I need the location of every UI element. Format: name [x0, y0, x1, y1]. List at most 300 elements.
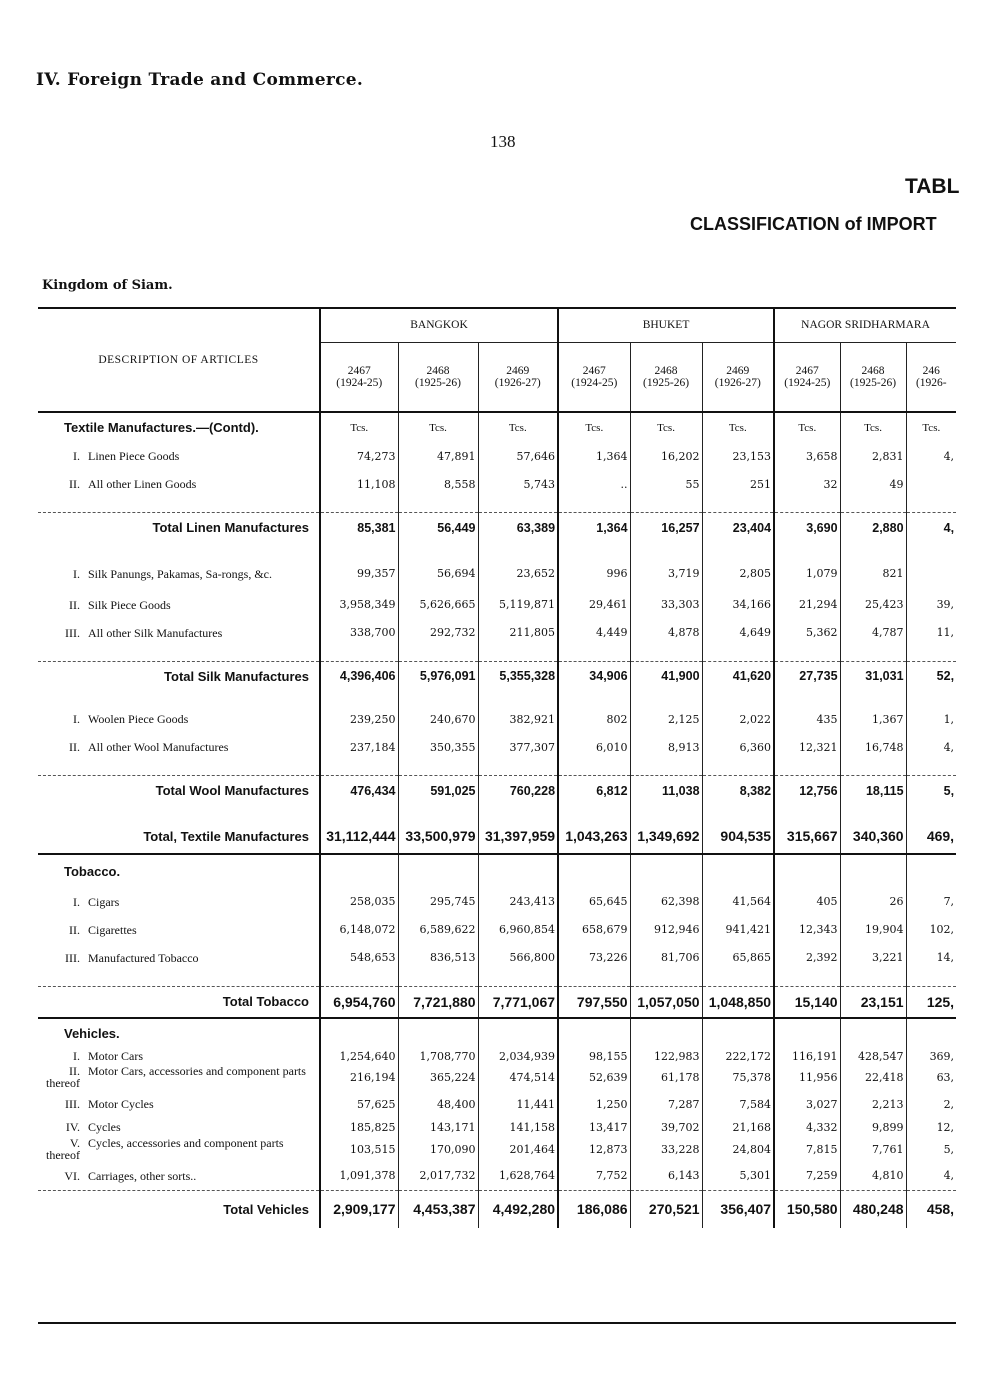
table-row [38, 1136, 956, 1162]
spacer-cell [478, 647, 558, 662]
value-cell: 904,535 [702, 820, 774, 854]
value-cell: 338,700 [320, 619, 398, 647]
value-cell [906, 557, 956, 591]
year-header: 2468 (1925-26) [630, 342, 702, 412]
table-row [38, 1064, 956, 1090]
value-cell: 8,913 [630, 733, 702, 761]
section-row [38, 854, 956, 888]
table-row [38, 1090, 956, 1118]
total-row [38, 820, 956, 854]
value-cell: 73,226 [558, 944, 630, 972]
value-cell: 32 [774, 470, 840, 498]
table-row [38, 1118, 956, 1136]
unit-cell [906, 1018, 956, 1048]
spacer-cell [906, 972, 956, 987]
unit-cell: Tcs. [320, 412, 398, 442]
value-cell: 377,307 [478, 733, 558, 761]
article-name: Motor Cycles [88, 1097, 154, 1111]
row-label [38, 557, 320, 591]
roman-numeral: I. [73, 449, 80, 463]
value-cell: 480,248 [840, 1190, 906, 1228]
value-cell: 57,625 [320, 1090, 398, 1118]
value-cell: 65,645 [558, 888, 630, 916]
value-cell: 405 [774, 888, 840, 916]
section-heading: Vehicles. [38, 1018, 320, 1048]
value-cell: 2,909,177 [320, 1190, 398, 1228]
value-cell: 11,956 [774, 1064, 840, 1090]
spacer-cell [702, 806, 774, 820]
spacer-cell [774, 691, 840, 705]
spacer-cell [320, 761, 398, 776]
value-cell: 39,702 [630, 1118, 702, 1136]
value-cell: 7,761 [840, 1136, 906, 1162]
spacer-cell [774, 972, 840, 987]
value-cell: 12,873 [558, 1136, 630, 1162]
region-nagor: NAGOR SRIDHARMARA [801, 319, 930, 332]
spacer-row [38, 498, 956, 513]
value-cell: 4, [943, 520, 955, 535]
value-cell: 63, [936, 1070, 955, 1084]
value-cell: 5,301 [702, 1162, 774, 1190]
roman-numeral: I. [73, 1049, 80, 1063]
row-label [38, 888, 320, 916]
value-cell: 797,550 [558, 986, 630, 1018]
value-cell: 5,743 [478, 470, 558, 498]
value-cell: 4,649 [702, 619, 774, 647]
value-cell: 16,202 [630, 442, 702, 470]
value-cell: 55 [630, 470, 702, 498]
spacer-cell [558, 761, 630, 776]
value-cell: 1,367 [840, 705, 906, 733]
spacer-cell [906, 691, 956, 705]
spacer-cell [906, 806, 956, 820]
value-cell: 12,343 [774, 916, 840, 944]
value-cell: 1,708,770 [398, 1048, 478, 1064]
value-cell: 382,921 [478, 705, 558, 733]
spacer-cell [906, 498, 956, 513]
value-cell: 56,694 [398, 557, 478, 591]
roman-numeral: VI. [64, 1168, 80, 1183]
article-name: Cycles [88, 1120, 121, 1134]
unit-cell: Tcs. [922, 421, 941, 434]
roman-numeral: II. [69, 1064, 80, 1078]
value-cell: 4,492,280 [478, 1190, 558, 1228]
unit-cell [558, 1018, 630, 1048]
value-cell: 912,946 [630, 916, 702, 944]
spacer-cell [38, 498, 320, 513]
total-row [38, 776, 956, 806]
unit-cell: Tcs. [478, 412, 558, 442]
spacer-cell [398, 806, 478, 820]
value-cell: 62,398 [630, 888, 702, 916]
value-cell: 996 [558, 557, 630, 591]
unit-cell [320, 1018, 398, 1048]
table-row [38, 733, 956, 761]
value-cell: 6,954,760 [320, 986, 398, 1018]
unit-cell: Tcs. [840, 412, 906, 442]
spacer-cell [630, 972, 702, 987]
value-cell: 1,250 [558, 1090, 630, 1118]
value-cell: 760,228 [478, 776, 558, 806]
article-name: Motor Cars [88, 1049, 143, 1063]
value-cell: 240,670 [398, 705, 478, 733]
year-header: 2469 (1926-27) [702, 342, 774, 412]
value-cell: 239,250 [320, 705, 398, 733]
roman-numeral: I. [73, 894, 80, 909]
value-cell: 1,364 [558, 442, 630, 470]
value-cell: 222,172 [702, 1048, 774, 1064]
value-cell: 2, [943, 1097, 955, 1111]
value-cell [906, 470, 956, 498]
value-cell: 6,960,854 [478, 916, 558, 944]
spacer-cell [558, 972, 630, 987]
year-header: 2467 (1924-25) [774, 342, 840, 412]
value-cell: 5,355,328 [478, 661, 558, 691]
total-row [38, 1190, 956, 1228]
spacer-cell [702, 498, 774, 513]
value-cell: 12, [936, 1120, 955, 1134]
spacer-cell [774, 543, 840, 557]
value-cell: 941,421 [702, 916, 774, 944]
unit-cell: Tcs. [558, 412, 630, 442]
value-cell: 7,815 [774, 1136, 840, 1162]
value-cell: 57,646 [478, 442, 558, 470]
year-header: 2467 (1924-25) [558, 342, 630, 412]
article-name: Woolen Piece Goods [88, 712, 189, 726]
article-name: Silk Panungs, Pakamas, Sa-rongs, &c. [88, 566, 272, 581]
section-heading: Tobacco. [38, 854, 320, 888]
value-cell: 2,805 [702, 557, 774, 591]
spacer-cell [398, 761, 478, 776]
value-cell: 34,166 [702, 591, 774, 619]
article-name: All other Silk Manufactures [88, 625, 223, 640]
row-label [38, 1136, 320, 1162]
table-row [38, 557, 956, 591]
value-cell: 6,010 [558, 733, 630, 761]
spacer-cell [840, 647, 906, 662]
bottom-rule [38, 1322, 956, 1324]
value-cell: 5,976,091 [398, 661, 478, 691]
value-cell: 4, [943, 1169, 955, 1183]
value-cell: 33,303 [630, 591, 702, 619]
unit-cell [630, 1018, 702, 1048]
year-header: 2468 (1925-26) [840, 342, 906, 412]
value-cell: 4, [943, 740, 955, 754]
spacer-cell [774, 761, 840, 776]
value-cell: 185,825 [320, 1118, 398, 1136]
spacer-cell [478, 498, 558, 513]
unit-cell [840, 854, 906, 888]
spacer-cell [702, 647, 774, 662]
total-label: Total Wool Manufactures [38, 776, 320, 806]
value-cell: 29,461 [558, 591, 630, 619]
spacer-cell [320, 647, 398, 662]
article-name: Cigarettes [88, 922, 137, 937]
value-cell: 258,035 [320, 888, 398, 916]
value-cell: 1,349,692 [630, 820, 702, 854]
spacer-cell [558, 806, 630, 820]
value-cell: 1, [943, 712, 955, 726]
spacer-cell [478, 972, 558, 987]
row-label [38, 591, 320, 619]
spacer-cell [630, 498, 702, 513]
value-cell: 12,756 [774, 776, 840, 806]
total-label: Total Vehicles [38, 1190, 320, 1228]
value-cell: 1,254,640 [320, 1048, 398, 1064]
value-cell: 340,360 [840, 820, 906, 854]
spacer-row [38, 543, 956, 557]
value-cell: 469, [926, 828, 955, 844]
unit-cell [630, 854, 702, 888]
unit-cell [702, 854, 774, 888]
table-row [38, 944, 956, 972]
value-cell: 1,048,850 [702, 986, 774, 1018]
value-cell: 5,119,871 [478, 591, 558, 619]
roman-numeral: IV. [65, 1120, 80, 1134]
table-row [38, 1048, 956, 1064]
article-name: All other Linen Goods [88, 477, 197, 491]
value-cell: 25,423 [840, 591, 906, 619]
spacer-cell [774, 806, 840, 820]
unit-cell: Tcs. [630, 412, 702, 442]
spacer-row [38, 972, 956, 987]
year-header: 246 (1926- [915, 364, 947, 389]
total-label: Total, Textile Manufactures [38, 820, 320, 854]
unit-cell [774, 1018, 840, 1048]
table-row [38, 442, 956, 470]
spacer-cell [398, 972, 478, 987]
spacer-cell [630, 647, 702, 662]
value-cell: 98,155 [558, 1048, 630, 1064]
value-cell: 99,357 [320, 557, 398, 591]
total-row [38, 513, 956, 543]
value-cell: 12,321 [774, 733, 840, 761]
spacer-cell [398, 691, 478, 705]
value-cell: 24,804 [702, 1136, 774, 1162]
spacer-cell [630, 543, 702, 557]
roman-numeral: III. [65, 625, 80, 640]
value-cell: 22,418 [840, 1064, 906, 1090]
roman-numeral: II. [69, 477, 80, 491]
value-cell: 6,360 [702, 733, 774, 761]
value-cell: 34,906 [558, 661, 630, 691]
value-cell: 18,115 [840, 776, 906, 806]
spacer-cell [38, 806, 320, 820]
value-cell: 295,745 [398, 888, 478, 916]
spacer-cell [840, 806, 906, 820]
value-cell: 3,719 [630, 557, 702, 591]
total-label: Total Silk Manufactures [38, 661, 320, 691]
article-name: Cigars [88, 894, 120, 909]
spacer-cell [558, 647, 630, 662]
spacer-row [38, 761, 956, 776]
spacer-cell [630, 761, 702, 776]
value-cell: 237,184 [320, 733, 398, 761]
value-cell: 8,382 [702, 776, 774, 806]
value-cell: 356,407 [702, 1190, 774, 1228]
value-cell: 21,168 [702, 1118, 774, 1136]
value-cell: 7,584 [702, 1090, 774, 1118]
value-cell: 251 [702, 470, 774, 498]
value-cell: 4,810 [840, 1162, 906, 1190]
value-cell: 476,434 [320, 776, 398, 806]
value-cell: 2,017,732 [398, 1162, 478, 1190]
spacer-row [38, 806, 956, 820]
value-cell: 211,805 [478, 619, 558, 647]
value-cell: 85,381 [320, 513, 398, 543]
value-cell: 369, [929, 1049, 955, 1063]
article-name: Motor Cars, accessories and component parts thereof [46, 1064, 306, 1090]
table-row [38, 916, 956, 944]
value-cell: 2,022 [702, 705, 774, 733]
row-label [38, 1064, 320, 1090]
unit-cell [702, 1018, 774, 1048]
value-cell: 6,812 [558, 776, 630, 806]
row-label [38, 1048, 320, 1064]
table-row [38, 591, 956, 619]
value-cell: 3,958,349 [320, 591, 398, 619]
kingdom-label: Kingdom of Siam. [42, 278, 173, 293]
spacer-cell [38, 543, 320, 557]
spacer-cell [840, 691, 906, 705]
unit-cell [558, 854, 630, 888]
table-row [38, 705, 956, 733]
region-bhuket: BHUKET [558, 308, 774, 342]
value-cell: 186,086 [558, 1190, 630, 1228]
part-title: IV. Foreign Trade and Commerce. [36, 70, 364, 90]
value-cell: 2,880 [840, 513, 906, 543]
value-cell: 63,389 [478, 513, 558, 543]
value-cell: 7,259 [774, 1162, 840, 1190]
value-cell: 428,547 [840, 1048, 906, 1064]
spacer-cell [702, 761, 774, 776]
value-cell: 48,400 [398, 1090, 478, 1118]
spacer-cell [630, 806, 702, 820]
spacer-cell [840, 761, 906, 776]
imports-table [38, 307, 956, 1228]
value-cell: 16,257 [630, 513, 702, 543]
value-cell: 201,464 [478, 1136, 558, 1162]
value-cell: 1,628,764 [478, 1162, 558, 1190]
value-cell: 31,031 [840, 661, 906, 691]
value-cell: 13,417 [558, 1118, 630, 1136]
spacer-cell [906, 647, 956, 662]
spacer-cell [702, 972, 774, 987]
value-cell: 16,748 [840, 733, 906, 761]
value-cell: 315,667 [774, 820, 840, 854]
value-cell: 141,158 [478, 1118, 558, 1136]
unit-cell: Tcs. [702, 412, 774, 442]
value-cell: 7, [943, 895, 955, 908]
roman-numeral: I. [73, 566, 80, 581]
table-row [38, 888, 956, 916]
value-cell: 41,564 [702, 888, 774, 916]
value-cell: 23,153 [702, 442, 774, 470]
table-row [38, 1162, 956, 1190]
value-cell: 5, [943, 1142, 955, 1156]
value-cell: 65,865 [702, 944, 774, 972]
spacer-cell [320, 498, 398, 513]
value-cell: 74,273 [320, 442, 398, 470]
value-cell: 292,732 [398, 619, 478, 647]
value-cell: .. [558, 470, 630, 498]
classification-title: CLASSIFICATION of IMPORT [690, 214, 937, 234]
value-cell: 6,143 [630, 1162, 702, 1190]
value-cell: 103,515 [320, 1136, 398, 1162]
description-header: DESCRIPTION OF ARTICLES [38, 308, 320, 412]
value-cell: 31,397,959 [478, 820, 558, 854]
roman-numeral: I. [73, 712, 80, 726]
value-cell: 350,355 [398, 733, 478, 761]
spacer-cell [478, 806, 558, 820]
value-cell: 7,771,067 [478, 986, 558, 1018]
value-cell: 81,706 [630, 944, 702, 972]
spacer-cell [840, 543, 906, 557]
value-cell: 41,900 [630, 661, 702, 691]
value-cell: 2,392 [774, 944, 840, 972]
unit-cell: Tcs. [398, 412, 478, 442]
spacer-cell [558, 691, 630, 705]
article-name: Carriages, other sorts.. [88, 1168, 197, 1183]
row-label [38, 442, 320, 470]
row-label [38, 1162, 320, 1190]
unit-cell [398, 1018, 478, 1048]
article-name: Silk Piece Goods [88, 597, 171, 612]
spacer-cell [38, 647, 320, 662]
year-header: 2468 (1925-26) [398, 342, 478, 412]
value-cell: 270,521 [630, 1190, 702, 1228]
table-title: TABL [905, 175, 960, 198]
value-cell: 3,658 [774, 442, 840, 470]
value-cell: 2,831 [840, 442, 906, 470]
value-cell: 11,038 [630, 776, 702, 806]
value-cell: 216,194 [320, 1064, 398, 1090]
unit-cell [478, 854, 558, 888]
spacer-cell [774, 647, 840, 662]
value-cell: 2,125 [630, 705, 702, 733]
value-cell: 4, [943, 449, 955, 463]
spacer-cell [702, 691, 774, 705]
value-cell: 3,690 [774, 513, 840, 543]
roman-numeral: III. [65, 950, 80, 965]
value-cell: 8,558 [398, 470, 478, 498]
table-row [38, 619, 956, 647]
spacer-cell [398, 647, 478, 662]
spacer-row [38, 691, 956, 705]
unit-cell: Tcs. [774, 412, 840, 442]
value-cell: 821 [840, 557, 906, 591]
value-cell: 11,108 [320, 470, 398, 498]
value-cell: 170,090 [398, 1136, 478, 1162]
unit-cell [398, 854, 478, 888]
value-cell: 435 [774, 705, 840, 733]
value-cell: 4,396,406 [320, 661, 398, 691]
total-label: Total Linen Manufactures [38, 513, 320, 543]
value-cell: 21,294 [774, 591, 840, 619]
value-cell: 658,679 [558, 916, 630, 944]
table-row [38, 470, 956, 498]
value-cell: 49 [840, 470, 906, 498]
value-cell: 23,652 [478, 557, 558, 591]
value-cell: 14, [936, 951, 955, 964]
value-cell: 47,891 [398, 442, 478, 470]
spacer-cell [478, 543, 558, 557]
value-cell: 474,514 [478, 1064, 558, 1090]
spacer-cell [478, 691, 558, 705]
roman-numeral: III. [65, 1097, 80, 1111]
value-cell: 6,148,072 [320, 916, 398, 944]
value-cell: 1,043,263 [558, 820, 630, 854]
